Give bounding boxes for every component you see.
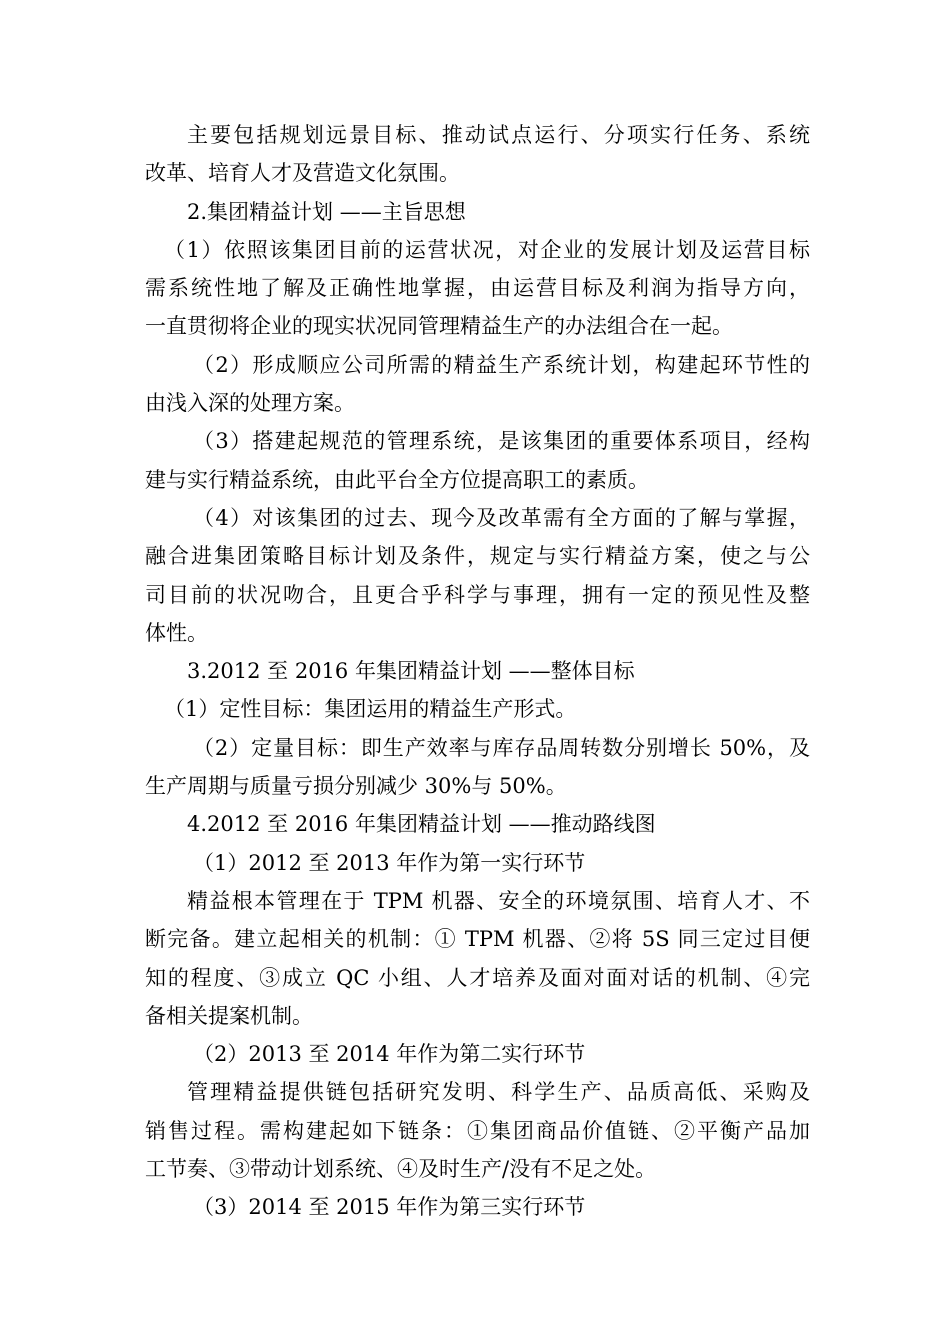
paragraph-line: 由浅入深的处理方案。	[145, 391, 355, 416]
paragraph-line: 备相关提案机制。	[145, 1003, 313, 1028]
paragraph-line: 需系统性地了解及正确性地掌握，由运营目标及利润为指导方向，	[145, 276, 810, 301]
paragraph-line: 断完备。建立起相关的机制：① TPM 机器、②将 5S 同三定过目便	[145, 927, 810, 952]
paragraph-line: 工节奏、③带动计划系统、④及时生产/没有不足之处。	[145, 1157, 657, 1182]
paragraph-line: 体性。	[145, 620, 208, 645]
paragraph-line: 精益根本管理在于 TPM 机器、安全的环境氛围、培育人才、不	[187, 888, 810, 913]
paragraph-line: 改革、培育人才及营造文化氛围。	[145, 161, 460, 186]
paragraph-line: 一直贯彻将企业的现实状况同管理精益生产的办法组合在一起。	[145, 314, 733, 339]
paragraph-line: （3）搭建起规范的管理系统，是该集团的重要体系项目，经构	[193, 429, 810, 454]
paragraph-line: 融合进集团策略目标计划及条件，规定与实行精益方案，使之与公	[145, 544, 810, 569]
paragraph-line: 主要包括规划远景目标、推动试点运行、分项实行任务、系统	[187, 123, 810, 147]
section-heading: 3.2012 至 2016 年集团精益计划 ——整体目标	[187, 659, 635, 684]
document-page	[145, 116, 810, 1227]
paragraph-line: 知的程度、③成立 QC 小组、人才培养及面对面对话的机制、④完	[145, 965, 810, 990]
paragraph-line: 司目前的状况吻合，且更合乎科学与事理，拥有一定的预见性及整	[145, 582, 810, 607]
paragraph-line: （2）形成顺应公司所需的精益生产系统计划，构建起环节性的	[193, 352, 810, 377]
paragraph-line: 销售过程。需构建起如下链条：①集团商品价值链、②平衡产品加	[145, 1118, 810, 1143]
paragraph-line: （2）定量目标：即生产效率与库存品周转数分别增长 50%，及	[193, 735, 810, 760]
paragraph-line: 生产周期与质量亏损分别减少 30%与 50%。	[145, 774, 567, 799]
subsection-heading: （1）2012 至 2013 年作为第一实行环节	[193, 850, 586, 875]
paragraph-line: 管理精益提供链包括研究发明、科学生产、品质高低、采购及	[187, 1080, 810, 1105]
paragraph-line: （1）定性目标：集团运用的精益生产形式。	[164, 697, 577, 722]
paragraph-line: （4）对该集团的过去、现今及改革需有全方面的了解与掌握，	[193, 505, 810, 530]
section-heading: 4.2012 至 2016 年集团精益计划 ——推动路线图	[187, 812, 656, 837]
section-heading: 2.集团精益计划 ——主旨思想	[187, 199, 466, 224]
subsection-heading: （3）2014 至 2015 年作为第三实行环节	[193, 1195, 586, 1220]
paragraph-line: 建与实行精益系统，由此平台全方位提高职工的素质。	[145, 467, 649, 492]
subsection-heading: （2）2013 至 2014 年作为第二实行环节	[193, 1042, 586, 1067]
paragraph-line: （1）依照该集团目前的运营状况，对企业的发展计划及运营目标	[164, 237, 810, 262]
